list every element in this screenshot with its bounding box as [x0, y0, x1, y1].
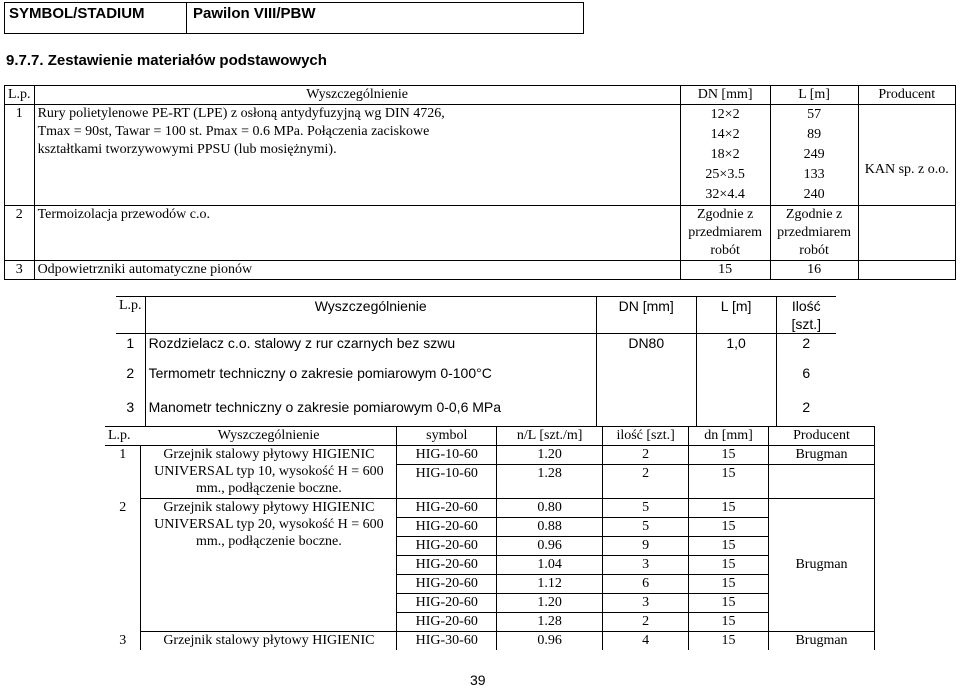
- row-number: 3: [105, 632, 141, 651]
- dn-value: 15: [689, 556, 769, 575]
- dn-value: [596, 356, 696, 392]
- quantity-value: 2: [776, 392, 836, 427]
- table-header-row: [5, 86, 956, 105]
- dn-value: 14×2: [710, 127, 740, 142]
- row-description: Manometr techniczny o zakresie pomiarowym 0-0,6 MPa: [145, 392, 596, 427]
- dn-value: 18×2: [710, 147, 740, 162]
- dn-value: Zgodnie z przedmiarem robót: [688, 207, 763, 258]
- producer: Brugman: [769, 446, 875, 465]
- row-number: 2: [105, 499, 141, 632]
- nl-value: 0.96: [497, 632, 603, 651]
- nl-value: 1.20: [497, 446, 603, 465]
- col-header: Wyszczególnienie: [145, 297, 596, 334]
- row-number: 1: [105, 446, 141, 499]
- col-header: n/L [szt./m]: [497, 427, 603, 446]
- table-row: [116, 392, 836, 427]
- producer: Brugman: [769, 499, 875, 632]
- length-value: 249: [803, 147, 825, 162]
- table-header-row: [116, 297, 836, 334]
- row-description: Grzejnik stalowy płytowy HIGIENIC UNIVERSAL typ 20, wysokość H = 600 mm., podłączenie boczne.: [154, 500, 384, 549]
- dn-value: 15: [689, 575, 769, 594]
- symbol-value: HIG-30-60: [397, 632, 497, 651]
- col-header: Producent: [769, 427, 875, 446]
- dn-value: 15: [680, 261, 770, 280]
- dn-value: 15: [689, 613, 769, 632]
- dn-value: 15: [689, 446, 769, 465]
- quantity-value: 6: [603, 575, 689, 594]
- quantity-value: 5: [603, 499, 689, 518]
- quantity-value: 2: [603, 465, 689, 499]
- row-description: Termometr techniczny o zakresie pomiarowym 0-100°C: [145, 356, 596, 392]
- length-value: [696, 356, 776, 392]
- nl-value: 0.88: [497, 518, 603, 537]
- col-header: dn [mm]: [689, 427, 769, 446]
- dn-value: 25×3.5: [705, 167, 745, 182]
- symbol-value: HIG-20-60: [397, 518, 497, 537]
- table-row: [116, 356, 836, 392]
- length-value: 57: [807, 107, 822, 122]
- quantity-value: 6: [802, 365, 811, 381]
- materials-table: [4, 85, 956, 280]
- symbol-value: HIG-10-60: [397, 446, 497, 465]
- dn-value: DN80: [596, 334, 696, 357]
- symbol-value: HIG-20-60: [397, 613, 497, 632]
- quantity-value: 2: [603, 446, 689, 465]
- dn-value: [596, 392, 696, 427]
- symbol-value: HIG-10-60: [397, 465, 497, 499]
- quantity-value: 5: [603, 518, 689, 537]
- table-row: [5, 261, 956, 280]
- dn-value: 15: [689, 518, 769, 537]
- dn-value: 15: [689, 465, 769, 499]
- row-number: 3: [116, 392, 145, 427]
- document-header: [4, 2, 584, 34]
- row-description: Odpowietrzniki automatyczne pionów: [34, 261, 680, 280]
- col-header: ilość [szt.]: [603, 427, 689, 446]
- nl-value: 0.96: [497, 537, 603, 556]
- producer: Brugman: [769, 632, 875, 651]
- radiators-table: [105, 426, 875, 650]
- col-header: L.p.: [105, 427, 141, 446]
- col-header: L [m]: [770, 86, 858, 105]
- col-header: DN [mm]: [596, 297, 696, 334]
- quantity-value: 3: [603, 594, 689, 613]
- dn-value: 15: [689, 499, 769, 518]
- row-description: Grzejnik stalowy płytowy HIGIENIC UNIVERSAL typ 10, wysokość H = 600 mm., podłączenie boczne.: [154, 447, 384, 496]
- length-value: 1,0: [696, 334, 776, 357]
- col-header: L.p.: [5, 86, 35, 105]
- table-header-row: [105, 427, 875, 446]
- nl-value: 0.80: [497, 499, 603, 518]
- dn-value: 15: [689, 632, 769, 651]
- row-number: 2: [116, 356, 145, 392]
- symbol-value: HIG-20-60: [397, 575, 497, 594]
- table-row: [105, 446, 875, 465]
- table-row: [116, 334, 836, 357]
- symbol-label: SYMBOL/STADIUM: [5, 3, 187, 33]
- symbol-value: HIG-20-60: [397, 537, 497, 556]
- nl-value: 1.04: [497, 556, 603, 575]
- row-description: Termoizolacja przewodów c.o.: [34, 206, 680, 261]
- table-row: [5, 105, 956, 206]
- length-value: [696, 392, 776, 427]
- section-title: 9.7.7. Zestawienie materiałów podstawowych: [6, 52, 327, 69]
- length-value: 240: [803, 187, 825, 202]
- row-description: Grzejnik stalowy płytowy HIGIENIC: [141, 632, 397, 651]
- col-header: L [m]: [696, 297, 776, 334]
- producer: KAN sp. z o.o.: [864, 162, 949, 177]
- length-value: 89: [807, 127, 822, 142]
- quantity-value: 4: [603, 632, 689, 651]
- row-number: 1: [116, 334, 145, 357]
- dn-value: 12×2: [710, 107, 740, 122]
- length-value: 133: [803, 167, 825, 182]
- col-header: Wyszczególnienie: [34, 86, 680, 105]
- symbol-value: HIG-20-60: [397, 594, 497, 613]
- col-header: Wyszczególnienie: [141, 427, 397, 446]
- col-header: L.p.: [116, 297, 145, 334]
- length-value: 16: [770, 261, 858, 280]
- nl-value: 1.20: [497, 594, 603, 613]
- quantity-value: 2: [603, 613, 689, 632]
- nl-value: 1.28: [497, 613, 603, 632]
- row-description: Rozdzielacz c.o. stalowy z rur czarnych bez szwu: [145, 334, 596, 357]
- quantity-value: 3: [603, 556, 689, 575]
- row-number: 3: [5, 261, 35, 280]
- quantity-value: 2: [802, 335, 811, 351]
- dn-value: 15: [689, 594, 769, 613]
- dn-value: 15: [689, 537, 769, 556]
- length-value: Zgodnie z przedmiarem robót: [777, 207, 851, 258]
- building-name: Pawilon VIII/PBW: [193, 5, 316, 22]
- table-row: [5, 206, 956, 261]
- symbol-value: HIG-20-60: [397, 499, 497, 518]
- page-number: 39: [470, 672, 486, 688]
- col-header: symbol: [397, 427, 497, 446]
- table-row: [105, 632, 875, 651]
- symbol-value: HIG-20-60: [397, 556, 497, 575]
- nl-value: 1.12: [497, 575, 603, 594]
- quantity-value: 9: [603, 537, 689, 556]
- dn-value: 32×4.4: [705, 187, 745, 202]
- row-number: 1: [5, 105, 35, 206]
- col-header: Ilość [szt.]: [776, 297, 836, 334]
- row-description: Rury polietylenowe PE-RT (LPE) z osłoną antydyfuzyjną wg DIN 4726, Tmax = 90st, Tawar = 100 st. Pmax = 0.6 MPa. Połączenia zaciskowe kształtkami tworzywowymi PPSU (lub mosiężnymi).: [37, 106, 445, 157]
- row-number: 2: [5, 206, 35, 261]
- table-row: [105, 499, 875, 518]
- col-header: DN [mm]: [680, 86, 770, 105]
- nl-value: 1.28: [497, 465, 603, 499]
- distribution-table: [116, 296, 836, 427]
- col-header: Producent: [858, 86, 955, 105]
